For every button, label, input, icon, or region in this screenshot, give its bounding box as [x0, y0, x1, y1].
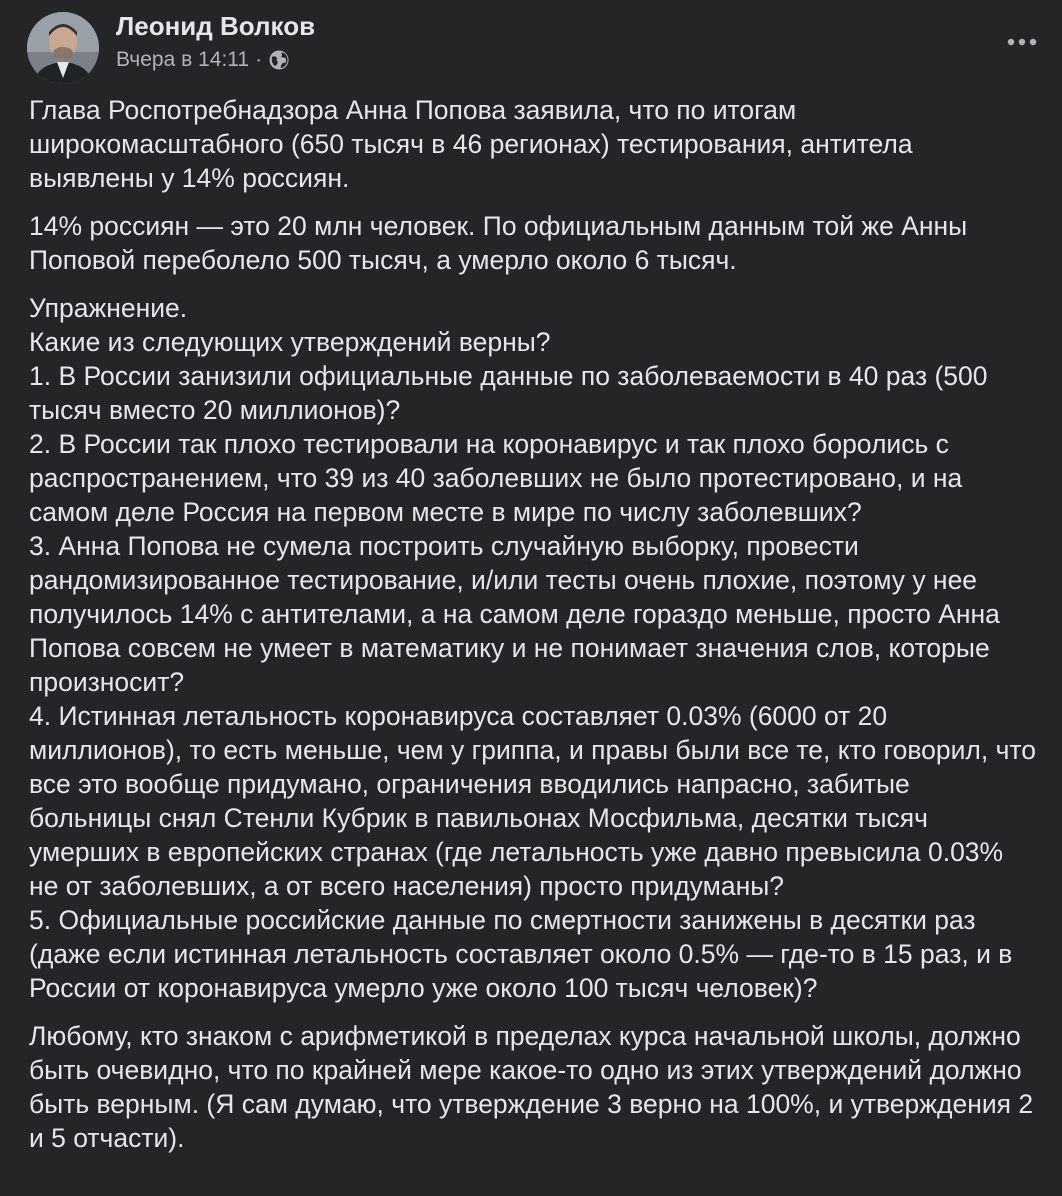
paragraph-2: 14% россиян — это 20 млн человек. По официальным данным той же Анны Поповой переболело 500 тысяч, а умерло около 6 тысяч.	[29, 211, 968, 275]
globe-icon[interactable]	[268, 49, 290, 71]
more-horizontal-icon	[1007, 38, 1037, 46]
post-timestamp[interactable]: Вчера в 14:11	[116, 48, 250, 71]
post-header	[0, 0, 1062, 96]
avatar[interactable]	[27, 12, 99, 84]
avatar-photo	[27, 12, 99, 84]
meta-separator: ·	[255, 48, 263, 71]
post-meta	[116, 46, 290, 74]
paragraph-1: Глава Роспотребнадзора Анна Попова заявила, что по итогам широкомасштабного (650 тысяч в 46 регионах) тестирования, антитела выявлены у 14% россиян.	[29, 95, 913, 193]
author-name[interactable]: Леонид Волков	[116, 11, 316, 41]
paragraph-3: Упражнение. Какие из следующих утверждений верны? 1. В России занизили официальные данные по заболеваемости в 40 раз (500 тысяч вместо 20 миллионов)? 2. В России так плохо тестировали на коронавирус и так плохо боролись с распространением, что 39 из 40 заболевших не было протестировано, и на самом деле Россия на первом месте в мире по числу заболевших? 3. Анна Попова не сумела построить случайную выборку, провести рандомизированное тестирование, и/или тесты очень плохие, поэтому у нее получилось 14% с антителами, а на самом деле гораздо меньше, просто Анна Попова совсем не умеет в математику и не понимает значения слов, которые произносит? 4. Истинная летальность коронавируса составляет 0.03% (6000 от 20 миллионов), то есть меньше, чем у гриппа, и правы были все те, кто говорил, что все это вообще придумано, ограничения вводились напрасно, забитые больницы снял Стенли Кубрик в павильонах Мосфильма, десятки тысяч умерших в европейских странах (где летальность уже давно превысила 0.03% не от заболевших, а от всего населения) просто придуманы? 5. Официальные российские данные по смертности занижены в десятки раз (даже если истинная летальность составляет около 0.5% — где-то в 15 раз, и в России от коронавируса умерло уже около 100 тысяч человек)?	[29, 293, 1036, 1003]
post-text	[29, 93, 1039, 1169]
more-options-button[interactable]	[1000, 20, 1044, 64]
paragraph-4: Любому, кто знаком с арифметикой в пределах курса начальной школы, должно быть очевидно, что по крайней мере какое-то одно из этих утверждений должно быть верным. (Я сам думаю, что утверждение 3 верно на 100%, и утверждения 2 и 5 отчасти).	[29, 1021, 1034, 1153]
